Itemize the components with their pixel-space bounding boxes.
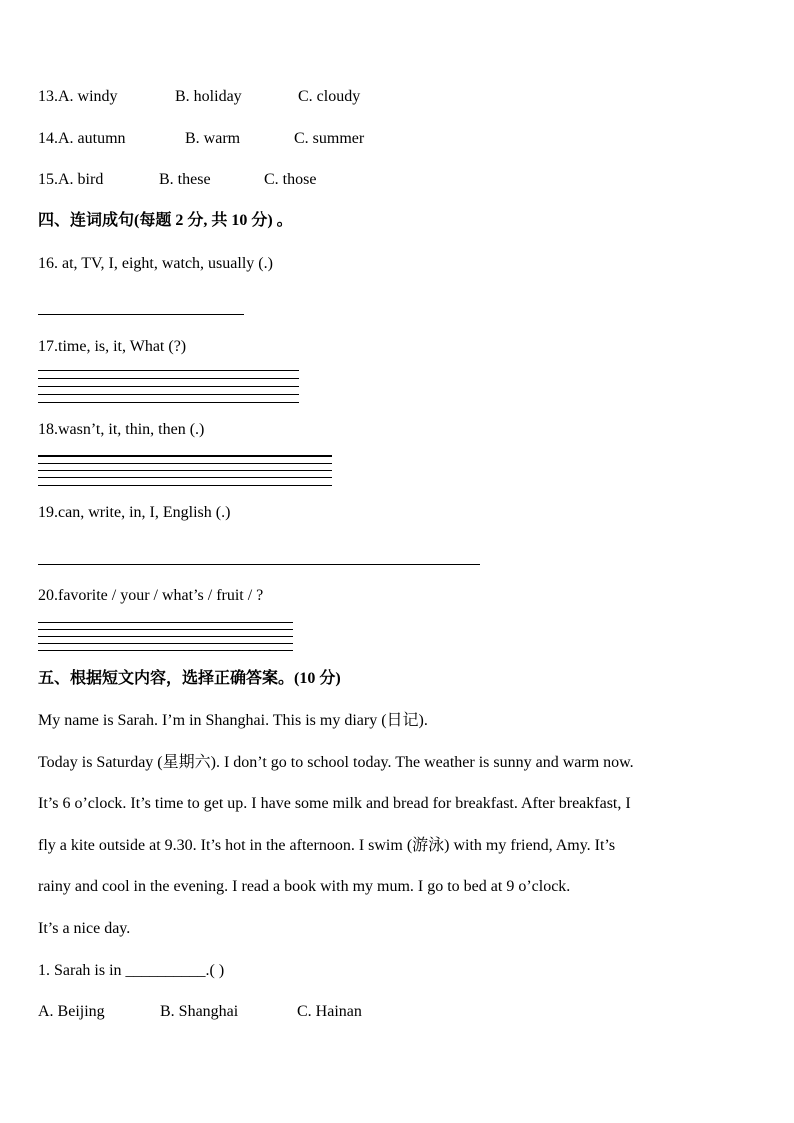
question-text: wasn’t, it, thin, then (.) [58,421,205,438]
option-c: C. Hainan [297,1003,362,1020]
question-14 [38,129,126,149]
question-number: 17. [38,338,58,355]
option-a: A. Beijing [38,1003,105,1020]
passage-line: Today is Saturday (星期六). I don’t go to school today. The weather is sunny and warm now. [38,754,634,771]
option-a: A. windy [58,88,118,105]
answer-line[interactable] [38,470,332,471]
question-15 [38,170,103,190]
option-a: A. bird [58,171,104,188]
section-5-heading: 五、根据短文内容，选择正确答案。(10 分) [38,670,341,687]
answer-line[interactable] [38,455,332,457]
answer-line[interactable] [38,477,332,478]
question-text: at, TV, I, eight, watch, usually (.) [58,255,273,272]
passage-line: It’s 6 o’clock. It’s time to get up. I have some milk and bread for breakfast. After breakfast, I [38,795,631,812]
option-c: C. cloudy [298,88,361,105]
question-number: 13. [38,88,58,105]
answer-line[interactable] [38,402,299,403]
question-number: 19. [38,504,58,521]
answer-line[interactable] [38,394,299,395]
answer-line[interactable] [38,622,293,623]
answer-line[interactable] [38,386,299,387]
reading-question-1: 1. Sarah is in __________.( ) [38,962,225,979]
answer-line[interactable] [38,564,480,565]
answer-line[interactable] [38,485,332,486]
answer-line[interactable] [38,463,332,464]
question-13 [38,87,118,107]
section-4-heading: 四、连词成句(每题 2 分, 共 10 分) 。 [38,212,293,229]
question-18 [38,420,204,440]
passage-line: rainy and cool in the evening. I read a book with my mum. I go to bed at 9 o’clock. [38,878,571,895]
answer-line[interactable] [38,378,299,379]
question-text: can, write, in, I, English (.) [58,504,231,521]
question-20 [38,586,263,606]
passage-line: It’s a nice day. [38,920,131,937]
answer-line[interactable] [38,370,299,371]
option-b: B. Shanghai [160,1003,239,1020]
question-text: time, is, it, What (?) [58,338,187,355]
passage-line: fly a kite outside at 9.30. It’s hot in the afternoon. I swim (游泳) with my friend, Amy. It’s [38,837,616,854]
question-17 [38,337,186,357]
question-number: 16. [38,255,58,272]
question-number: 18. [38,421,58,438]
answer-line[interactable] [38,636,293,637]
option-c: C. those [264,171,317,188]
option-a: A. autumn [58,130,126,147]
answer-line[interactable] [38,643,293,644]
question-number: 15. [38,171,58,188]
question-number: 14. [38,130,58,147]
question-19 [38,503,230,523]
answer-line[interactable] [38,314,244,315]
question-number: 20. [38,587,58,604]
passage-line: My name is Sarah. I’m in Shanghai. This is my diary (日记). [38,712,428,729]
option-b: B. holiday [175,88,242,105]
option-b: B. warm [185,130,241,147]
option-b: B. these [159,171,211,188]
option-c: C. summer [294,130,365,147]
answer-line[interactable] [38,629,293,630]
answer-line[interactable] [38,650,293,651]
question-16 [38,254,273,274]
question-text: favorite / your / what’s / fruit / ? [58,587,264,604]
